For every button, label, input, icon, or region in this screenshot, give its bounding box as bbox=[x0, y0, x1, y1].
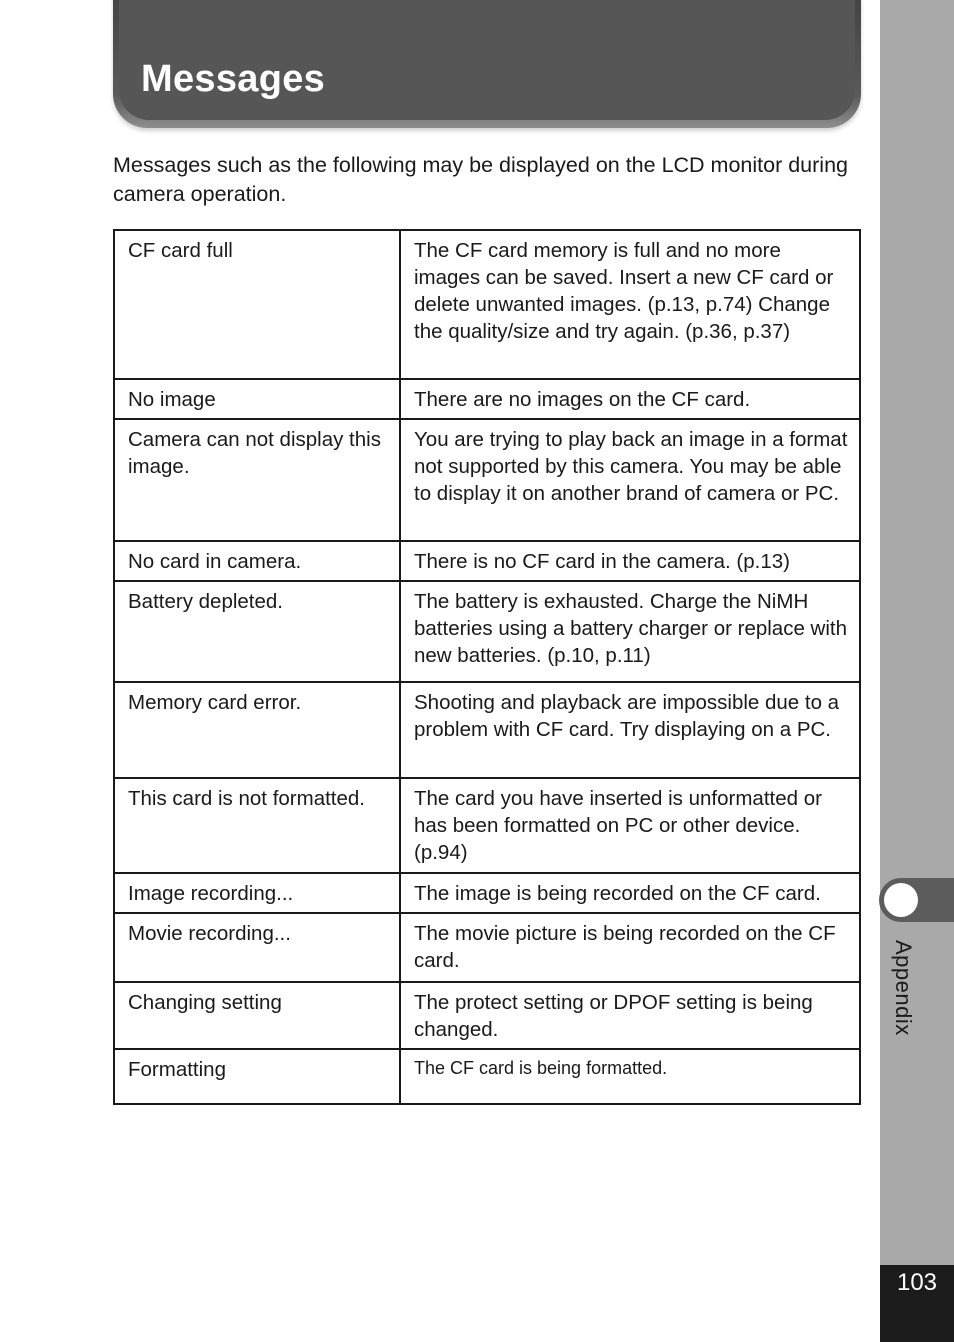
messages-table bbox=[113, 229, 861, 1105]
table-row bbox=[114, 778, 860, 873]
message-cell: Formatting bbox=[114, 1049, 400, 1104]
message-cell: No card in camera. bbox=[114, 541, 400, 581]
description-cell: The CF card memory is full and no more images can be saved. Insert a new CF card or delete unwanted images. (p.13, p.74) Change the quality/size and try again. (p.36, p.37) bbox=[400, 230, 860, 379]
message-cell: Movie recording... bbox=[114, 913, 400, 982]
message-cell: Memory card error. bbox=[114, 682, 400, 778]
description-cell: The protect setting or DPOF setting is being changed. bbox=[400, 982, 860, 1049]
table-row bbox=[114, 541, 860, 581]
description-cell: The CF card is being formatted. bbox=[400, 1049, 860, 1104]
table-row bbox=[114, 1049, 860, 1104]
table-row bbox=[114, 419, 860, 541]
table-row bbox=[114, 913, 860, 982]
message-cell: CF card full bbox=[114, 230, 400, 379]
page-title: Messages bbox=[141, 58, 326, 100]
message-cell: Camera can not display this image. bbox=[114, 419, 400, 541]
table-row bbox=[114, 230, 860, 379]
description-cell: The battery is exhausted. Charge the NiMH batteries using a battery charger or replace with new batteries. (p.10, p.11) bbox=[400, 581, 860, 682]
table-row bbox=[114, 873, 860, 913]
table-row bbox=[114, 982, 860, 1049]
intro-text: Messages such as the following may be displayed on the LCD monitor during camera operation. bbox=[113, 153, 848, 206]
description-cell: You are trying to play back an image in a format not supported by this camera. You may be able to display it on another brand of camera or PC. bbox=[400, 419, 860, 541]
table-row bbox=[114, 682, 860, 778]
section-tab-circle-icon bbox=[884, 883, 918, 917]
description-cell: The image is being recorded on the CF card. bbox=[400, 873, 860, 913]
table-row bbox=[114, 581, 860, 682]
message-cell: This card is not formatted. bbox=[114, 778, 400, 873]
section-label: Appendix bbox=[891, 940, 916, 1036]
page-number-box bbox=[880, 1265, 954, 1342]
message-cell: Image recording... bbox=[114, 873, 400, 913]
table-row bbox=[114, 379, 860, 419]
description-cell: There are no images on the CF card. bbox=[400, 379, 860, 419]
message-cell: No image bbox=[114, 379, 400, 419]
page-number: 103 bbox=[896, 1269, 938, 1296]
message-cell: Battery depleted. bbox=[114, 581, 400, 682]
description-cell: The movie picture is being recorded on the CF card. bbox=[400, 913, 860, 982]
description-cell: The card you have inserted is unformatted or has been formatted on PC or other device. (p.94) bbox=[400, 778, 860, 873]
description-cell: Shooting and playback are impossible due to a problem with CF card. Try displaying on a PC. bbox=[400, 682, 860, 778]
description-cell: There is no CF card in the camera. (p.13) bbox=[400, 541, 860, 581]
side-bar bbox=[880, 0, 954, 1342]
message-cell: Changing setting bbox=[114, 982, 400, 1049]
